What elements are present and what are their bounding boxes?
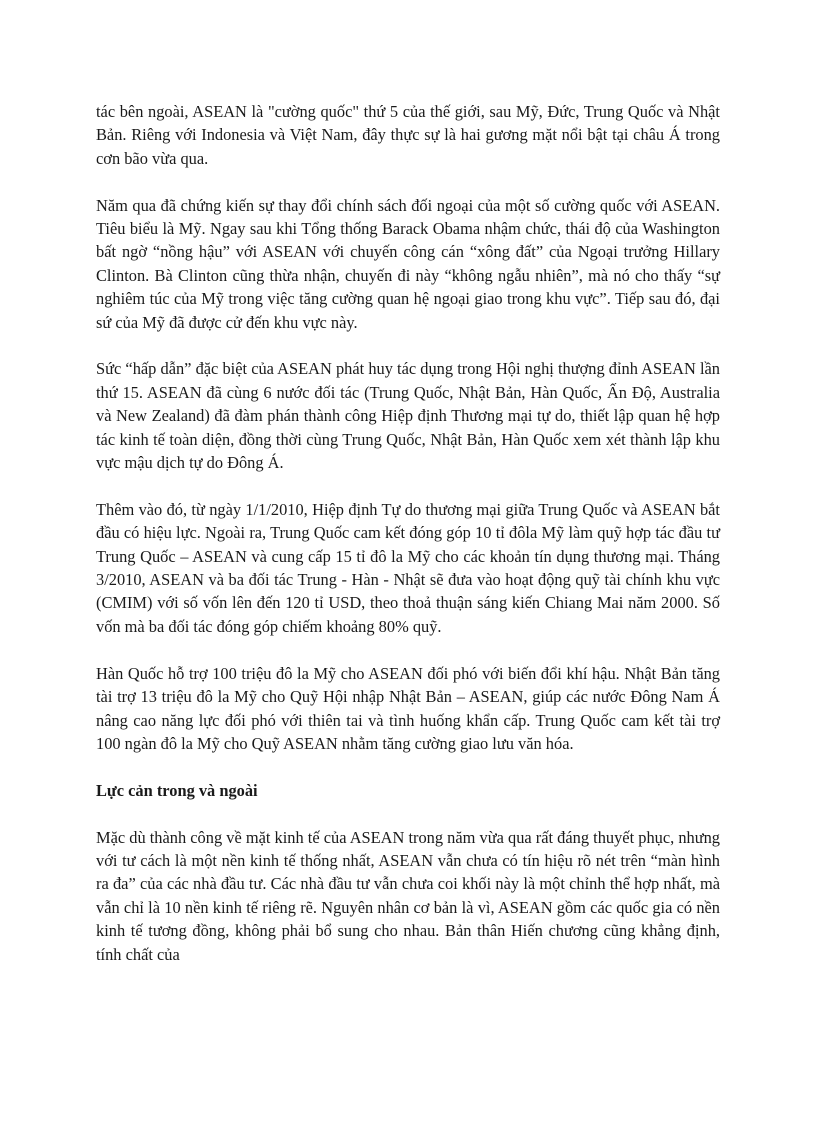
paragraph-asean-summit: Sức “hấp dẫn” đặc biệt của ASEAN phát huy tác dụng trong Hội nghị thượng đỉnh ASEAN lần thứ 15. ASEAN đã cùng 6 nước đối tác (Trung Quốc, Nhật Bản, Hàn Quốc, Ấn Độ, Australia và New Zealand) đã đàm phán thành công Hiệp định Thương mại tự do, thiết lập quan hệ hợp tác kinh tế toàn diện, đồng thời cùng Trung Quốc, Nhật Bản, Hàn Quốc xem xét thành lập khu vực mậu dịch tự do Đông Á. <box>96 359 720 473</box>
paragraph-asean-economic-power: tác bên ngoài, ASEAN là "cường quốc" thứ 5 của thế giới, sau Mỹ, Đức, Trung Quốc và Nhật Bản. Riêng với Indonesia và Việt Nam, đây thực sự là hai gương mặt nổi bật tại châu Á trong cơn bão vừa qua. <box>96 102 720 168</box>
paragraph-partner-support: Hàn Quốc hỗ trợ 100 triệu đô la Mỹ cho ASEAN đối phó với biến đổi khí hậu. Nhật Bản tăng tài trợ 13 triệu đô la Mỹ cho Quỹ Hội nhập Nhật Bản – ASEAN, giúp các nước Đông Nam Á nâng cao năng lực đối phó với thiên tai và tình huống khẩn cấp. Trung Quốc cam kết tài trợ 100 ngàn đô la Mỹ cho Quỹ ASEAN nhằm tăng cường giao lưu văn hóa. <box>96 663 720 753</box>
paragraph-china-fta: Thêm vào đó, từ ngày 1/1/2010, Hiệp định Tự do thương mại giữa Trung Quốc và ASEAN bắt đầu có hiệu lực. Ngoài ra, Trung Quốc cam kết đóng góp 10 tỉ đôla Mỹ làm quỹ hợp tác đầu tư Trung Quốc – ASEAN và cung cấp 15 tỉ đô la Mỹ cho các khoản tín dụng thương mại. Tháng 3/2010, ASEAN và ba đối tác Trung - Hàn - Nhật sẽ đưa vào hoạt động quỹ tài chính khu vực (CMIM) với số vốn lên đến 120 tỉ USD, theo thoả thuận sáng kiến Chiang Mai năm 2000. Số vốn mà ba đối tác đóng góp chiếm khoảng 80% quỹ. <box>96 499 720 636</box>
paragraph-investor-outlook: Mặc dù thành công về mặt kinh tế của ASEAN trong năm vừa qua rất đáng thuyết phục, nhưng với tư cách là một nền kinh tế thống nhất, ASEAN vẫn chưa có tín hiệu rõ nét trên “màn hình ra đa” của các nhà đầu tư. Các nhà đầu tư vẫn chưa coi khối này là một chỉnh thể hợp nhất, mà vẫn chỉ là 10 nền kinh tế riêng rẽ. Nguyên nhân cơ bản là vì, ASEAN gồm các quốc gia có nền kinh tế tương đồng, không phải bổ sung cho nhau. Bản thân Hiến chương cũng khẳng định, tính chất của <box>96 827 720 964</box>
section-heading: Lực cản trong và ngoài <box>96 780 258 800</box>
paragraph-us-foreign-policy: Năm qua đã chứng kiến sự thay đổi chính sách đối ngoại của một số cường quốc với ASEAN. Tiêu biểu là Mỹ. Ngay sau khi Tổng thống Barack Obama nhậm chức, thái độ của Washington bất ngờ “nồng hậu” với ASEAN với chuyến công cán “xông đất” của Ngoại trưởng Hillary Clinton. Bà Clinton cũng thừa nhận, chuyến đi này “không ngẫu nhiên”, mà nó cho thấy “sự nghiêm túc của Mỹ trong việc tăng cường quan hệ ngoại giao trong khu vực”. Tiếp sau đó, đại sứ của Mỹ đã được cử đến khu vực này. <box>96 195 720 332</box>
document-page <box>96 100 720 989</box>
